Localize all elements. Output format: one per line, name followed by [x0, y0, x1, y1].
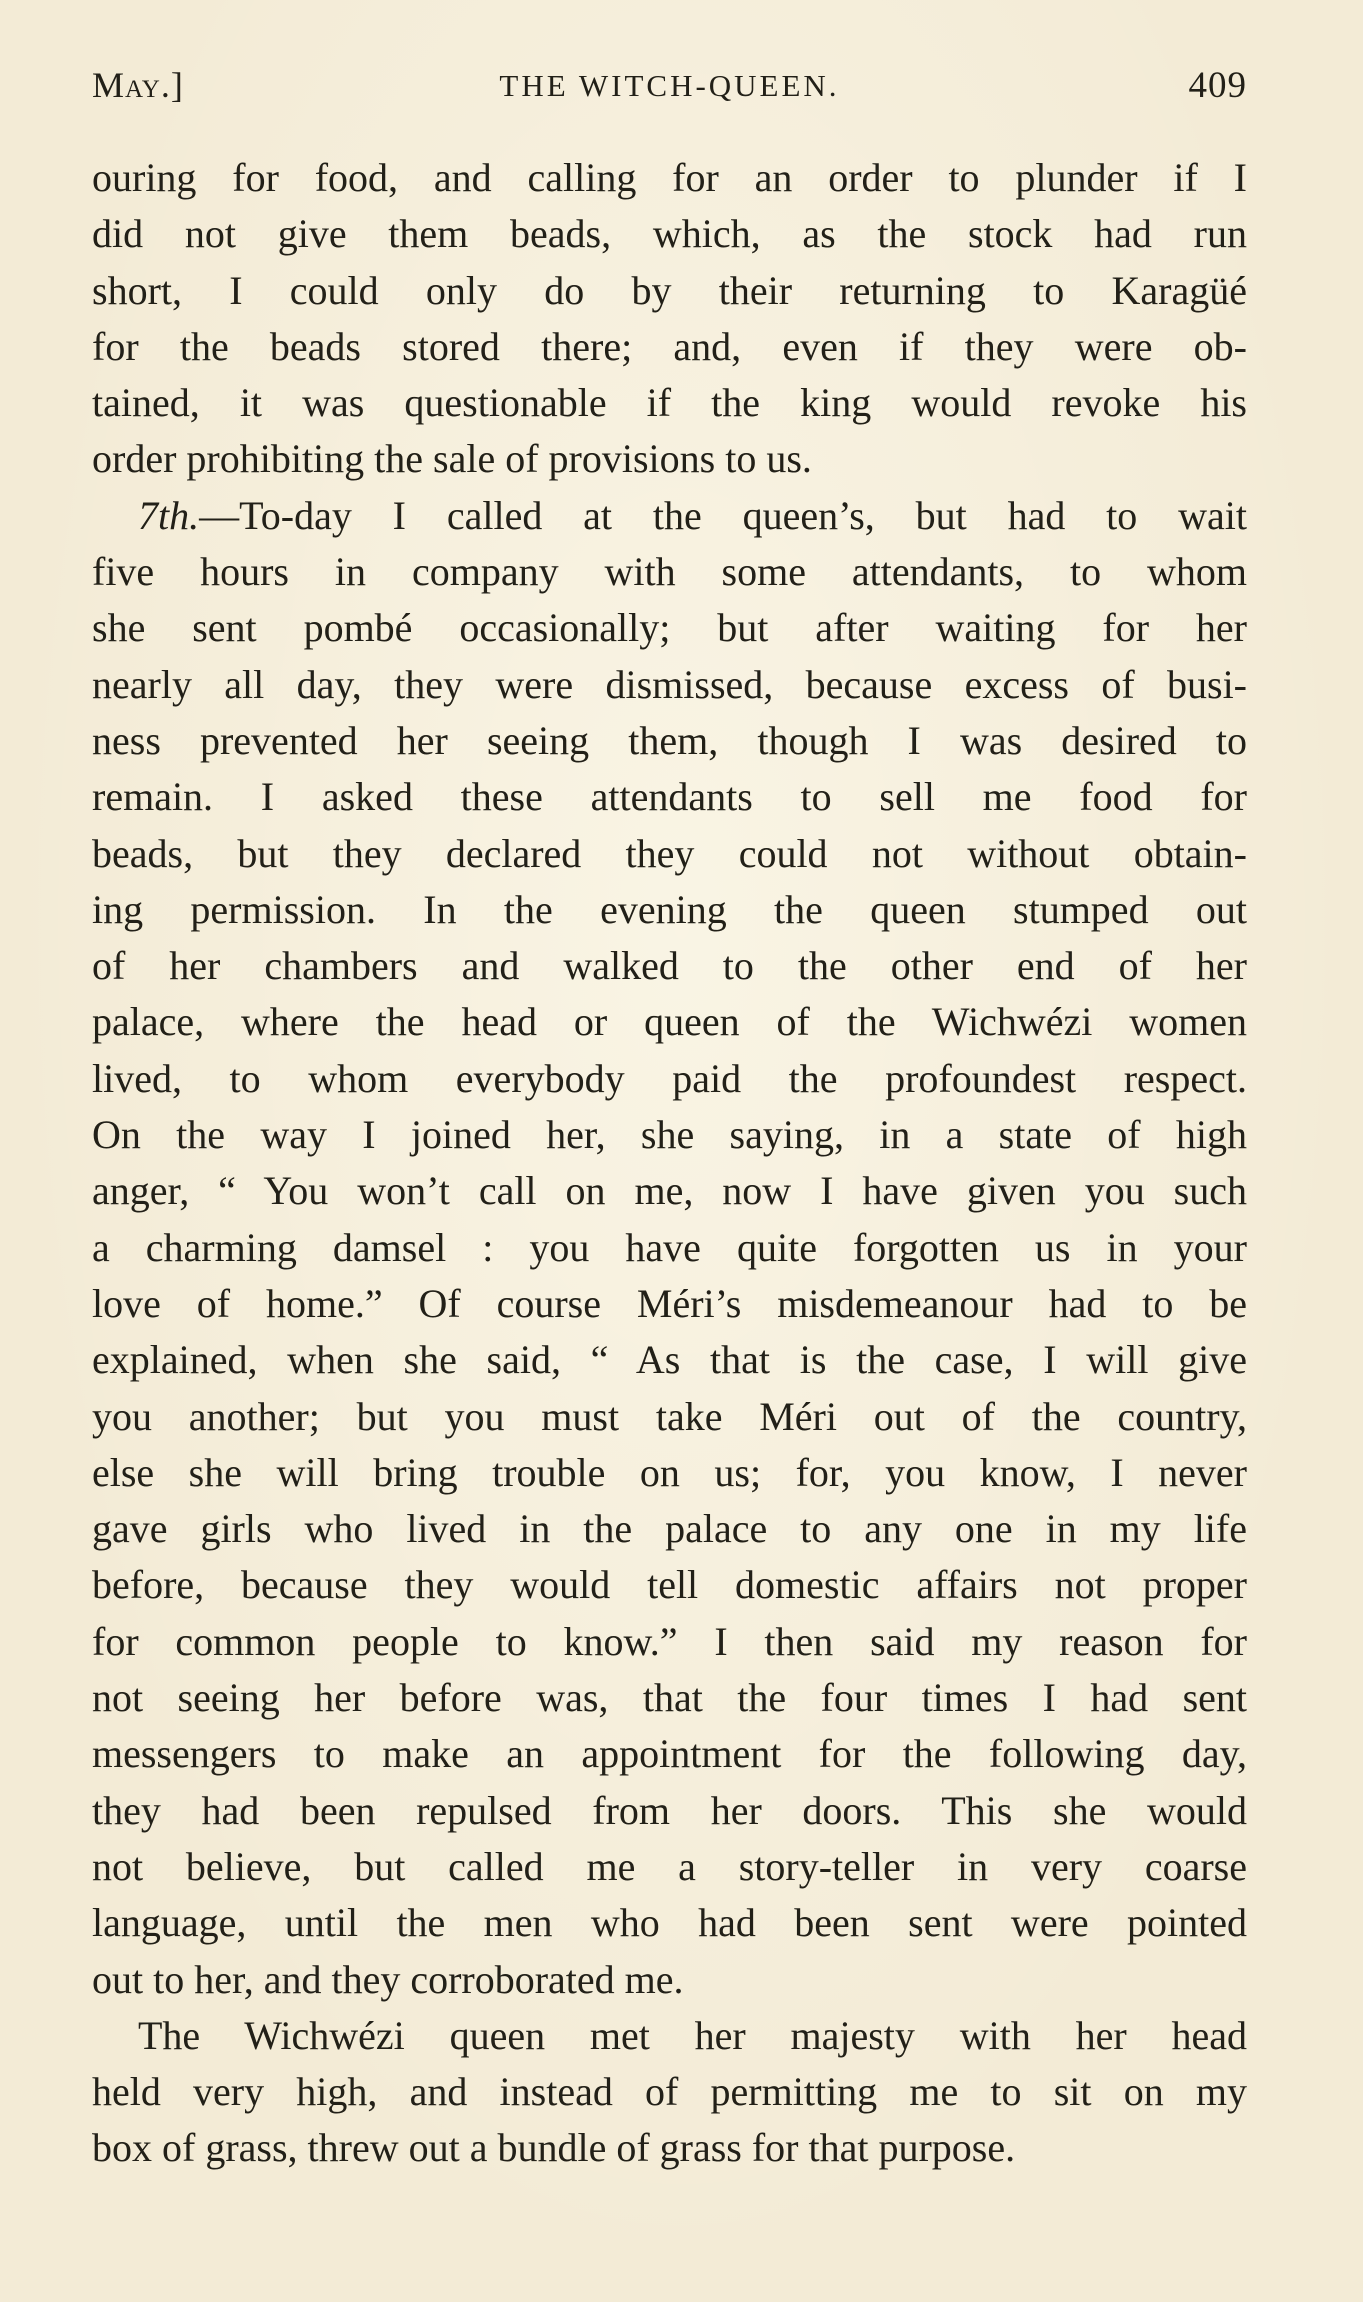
text-line: palace, where the head or queen of the Wichwézi women: [92, 999, 1247, 1045]
text-line: ouring for food, and calling for an order to plunder if I: [92, 155, 1247, 200]
text-line: nearly all day, they were dismissed, because excess of busi-: [92, 661, 1247, 707]
text-line: explained, when she said, “ As that is the case, I will give: [92, 1337, 1247, 1383]
body-text: [92, 150, 1247, 2177]
text-line: else she will bring trouble on us; for, you know, I never: [92, 1449, 1247, 1495]
text-line: not seeing her before was, that the four times I had sent: [92, 1675, 1247, 1721]
text-line: box of grass, threw out a bundle of grass for that purpose.: [92, 2125, 1016, 2171]
text-line: beads, but they declared they could not without obtain-: [92, 830, 1247, 876]
text-line: for the beads stored there; and, even if they were ob-: [92, 323, 1247, 369]
page-number: 409: [1188, 65, 1247, 106]
text-line: order prohibiting the sale of provisions to us.: [92, 436, 812, 482]
text-line: remain. I asked these attendants to sell me food for: [92, 774, 1247, 820]
text-line: you another; but you must take Méri out of the country,: [92, 1393, 1247, 1439]
text-line: of her chambers and walked to the other end of her: [92, 943, 1247, 989]
text-line: short, I could only do by their returning to Karagüé: [92, 267, 1247, 313]
text-line: tained, it was questionable if the king would revoke his: [92, 380, 1247, 426]
running-head-title: THE WITCH-QUEEN.: [499, 68, 840, 103]
text-line: a charming damsel : you have quite forgotten us in your: [92, 1224, 1247, 1270]
text-line: The Wichwézi queen met her majesty with her head: [138, 2012, 1247, 2058]
running-head: [92, 64, 1247, 114]
text-line: she sent pombé occasionally; but after waiting for her: [92, 605, 1247, 651]
text-line: out to her, and they corroborated me.: [92, 1956, 684, 2002]
text-line: not believe, but called me a story-teller in very coarse: [92, 1843, 1247, 1889]
text-line: love of home.” Of course Méri’s misdemeanour had to be: [92, 1280, 1247, 1326]
running-head-month: May.]: [92, 65, 184, 105]
text-line: gave girls who lived in the palace to any one in my life: [92, 1506, 1247, 1552]
text-line: held very high, and instead of permitting me to sit on my: [92, 2069, 1247, 2115]
text-line: lived, to whom everybody paid the profoundest respect.: [92, 1055, 1247, 1101]
text-line: messengers to make an appointment for the following day,: [92, 1731, 1247, 1777]
text-line-rest: —To-day I called at the queen’s, but had to wait: [199, 492, 1247, 538]
text-line: they had been repulsed from her doors. This she would: [92, 1787, 1247, 1833]
text-line: did not give them beads, which, as the stock had run: [92, 211, 1247, 257]
text-line: On the way I joined her, she saying, in a state of high: [92, 1112, 1247, 1158]
date-lead: 7th.: [138, 492, 200, 538]
text-line: ing permission. In the evening the queen stumped out: [92, 886, 1247, 932]
text-line: [92, 488, 1247, 544]
text-line: before, because they would tell domestic affairs not proper: [92, 1562, 1247, 1608]
text-line: five hours in company with some attendants, to whom: [92, 549, 1247, 595]
text-line: ness prevented her seeing them, though I was desired to: [92, 717, 1247, 763]
text-line: language, until the men who had been sent were pointed: [92, 1900, 1247, 1946]
text-line: for common people to know.” I then said my reason for: [92, 1618, 1247, 1664]
text-line: anger, “ You won’t call on me, now I have given you such: [92, 1168, 1247, 1214]
